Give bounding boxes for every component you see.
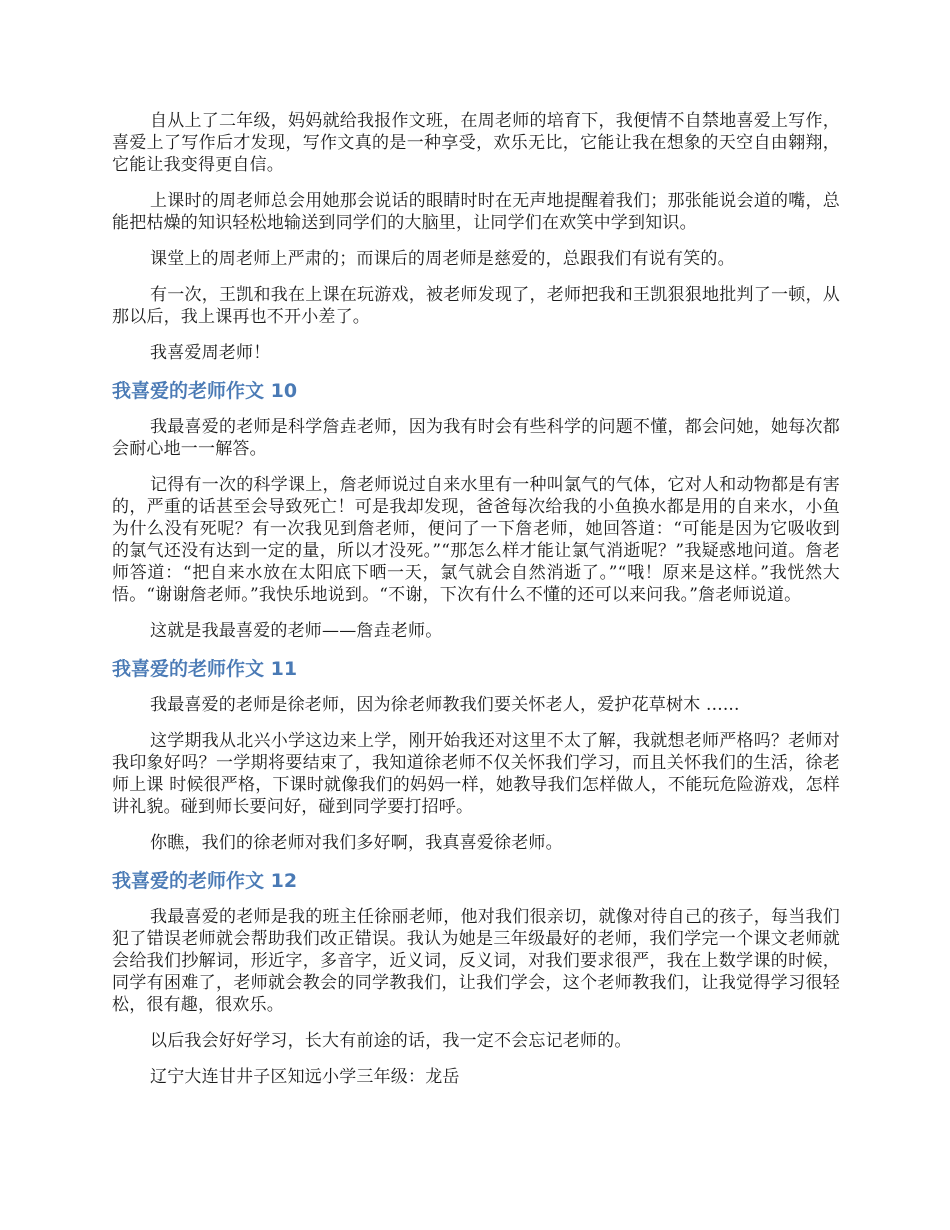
paragraph: 课堂上的周老师上严肃的；而课后的周老师是慈爱的，总跟我们有说有笑的。 [150,249,735,269]
paragraph: 你瞧，我们的徐老师对我们多好啊，我真喜爱徐老师。 [150,833,563,853]
paragraph: 记得有一次的科学课上，詹老师说过自来水里有一种叫氯气的气体，它对人和动物都是有害的，严重的话甚至会导致死亡！可是我却发现，爸爸每次给我的小鱼换水都是用的自来水，小鱼为什么没有死呢？有一次我见到詹老师，便问了一下詹老师，她回答道：“可能是因为它吸收到的氯气还没有达到一定的量，所以才没死。”“那怎么样才能让氯气消逝呢？”我疑惑地问道。詹老师答道：“把自来水放在太阳底下晒一天，氯气就会自然消逝了。”“哦！原来是这样。”我恍然大悟。“谢谢詹老师。”我快乐地说到。“不谢，下次有什么不懂的还可以来问我。”詹老师说道。 [112,475,840,605]
paragraph: 我最喜爱的老师是徐老师，因为徐老师教我们要关怀老人，爱护花草树木 ...... [150,695,740,715]
essay-section-11 [112,656,840,854]
paragraph: 我最喜爱的老师是我的班主任徐丽老师，他对我们很亲切，就像对待自己的孩子，每当我们犯了错误老师就会帮助我们改正错误。我认为她是三年级最好的老师，我们学完一个课文老师就会给我们抄解词，形近字，多音字，近义词，反义词，对我们要求很严，我在上数学课的时候，同学有困难了，老师就会教会的同学教我们，让我们学会，这个老师教我们，让我觉得学习很轻松，很有趣，很欢乐。 [112,907,840,1015]
paragraph: 我喜爱周老师！ [150,343,271,363]
section-heading: 我喜爱的老师作文 10 [112,380,298,402]
paragraph: 这就是我最喜爱的老师——詹垚老师。 [150,621,443,641]
section-heading: 我喜爱的老师作文 11 [112,658,298,680]
intro-section [112,110,840,364]
paragraph: 自从上了二年级，妈妈就给我报作文班，在周老师的培育下，我便情不自禁地喜爱上写作，喜爱上了写作后才发现，写作文真的是一种享受，欢乐无比，它能让我在想象的天空自由翱翔，它能让我变得更自信。 [112,111,840,175]
essay-section-10 [112,378,840,642]
paragraph: 我最喜爱的老师是科学詹垚老师，因为我有时会有些科学的问题不懂，都会问她，她每次都会耐心地一一解答。 [112,417,840,459]
paragraph: 这学期我从北兴小学这边来上学，刚开始我还对这里不太了解，我就想老师严格吗？老师对我印象好吗？一学期将要结束了，我知道徐老师不仅关怀我们学习，而且关怀我们的生活，徐老师上课 时候很严格，下课时就像我们的妈妈一样，她教导我们怎样做人，不能玩危险游戏，怎样讲礼貌。碰到师长要问好，碰到同学要打招呼。 [112,731,841,817]
author-line: 辽宁大连甘井子区知远小学三年级：龙岳 [150,1067,460,1087]
document-page [112,110,840,1102]
section-heading: 我喜爱的老师作文 12 [112,870,298,892]
paragraph: 以后我会好好学习，长大有前途的话，我一定不会忘记老师的。 [150,1031,632,1051]
paragraph: 上课时的周老师总会用她那会说话的眼睛时时在无声地提醒着我们；那张能说会道的嘴，总能把枯燥的知识轻松地输送到同学们的大脑里，让同学们在欢笑中学到知识。 [112,191,840,233]
essay-section-12 [112,868,840,1088]
paragraph: 有一次，王凯和我在上课在玩游戏，被老师发现了，老师把我和王凯狠狠地批判了一顿，从那以后，我上课再也不开小差了。 [112,285,840,327]
